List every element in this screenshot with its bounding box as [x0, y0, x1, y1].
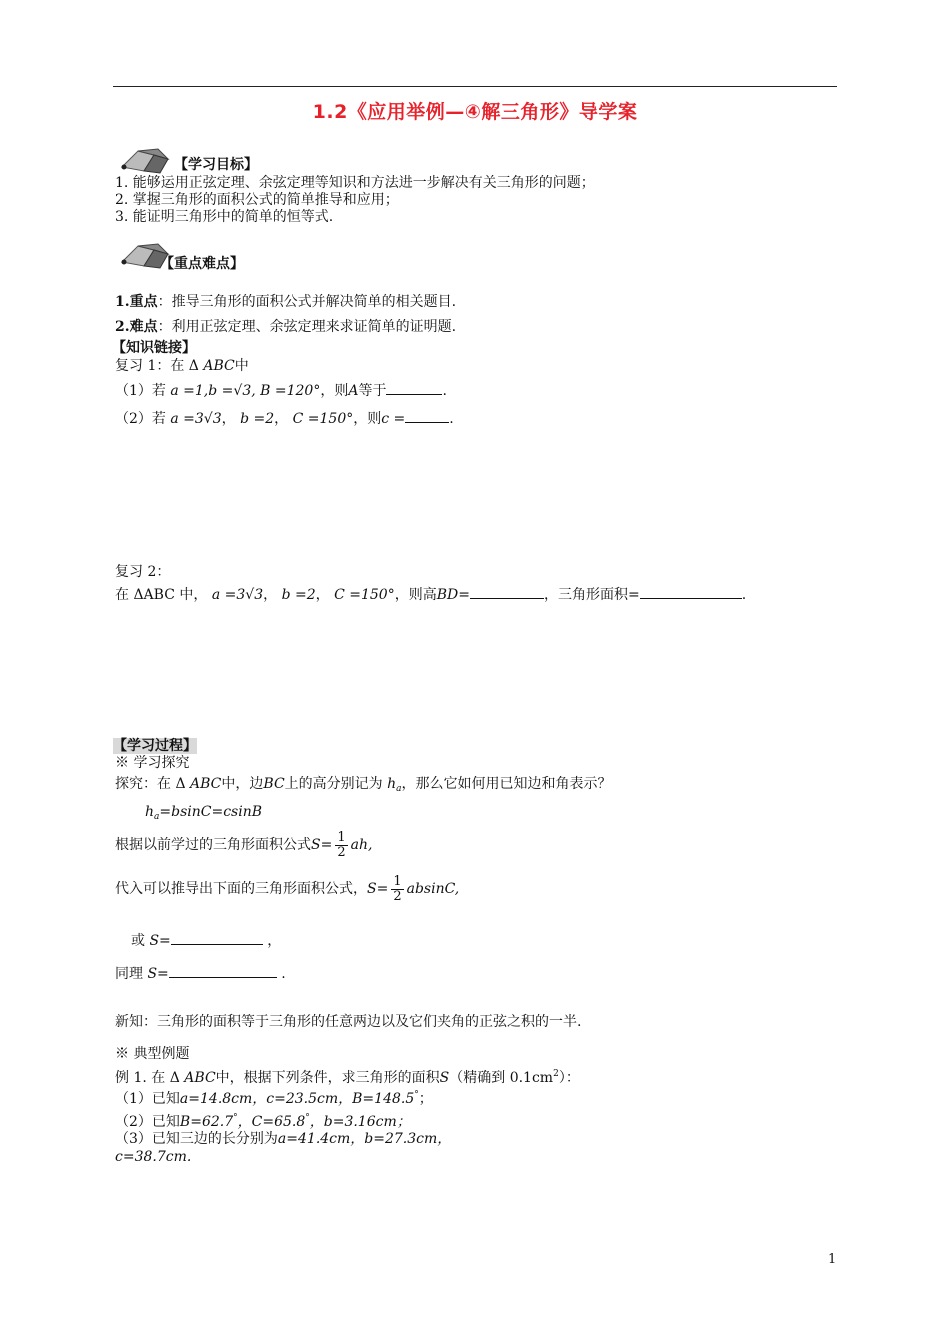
review-2-question: 在 ΔABC 中， a =3√3， b =2， C =150°，则高BD= ，三角形面积= . — [115, 584, 746, 604]
answer-blank[interactable] — [386, 380, 442, 395]
knowledge-heading: 【知识链接】 — [112, 340, 196, 356]
explore-subheading: ※ 学习探究 — [115, 755, 190, 771]
answer-blank[interactable] — [169, 963, 277, 978]
example-1-part-3-cont: c=38.7cm. — [115, 1149, 192, 1165]
example-1-part-1: （1）已知a=14.8cm，c=23.5cm，B=148.5°； — [115, 1090, 433, 1107]
answer-blank[interactable] — [405, 408, 449, 423]
recall-formula: 根据以前学过的三角形面积公式S= $\frac{1}{2}$ ah, — [115, 829, 373, 860]
review-2-intro: 复习 2： — [115, 564, 171, 580]
derived-formula: 代入可以推导出下面的三角形面积公式，S= $\frac{1}{2}$ absinC, — [115, 873, 460, 904]
answer-blank[interactable] — [171, 930, 263, 945]
height-formula: $h_a=bsinC=csinB$ — [145, 804, 263, 822]
process-heading: 【学习过程】 — [113, 738, 197, 754]
example-1-prompt: 例 1. 在 Δ ABC中，根据下列条件，求三角形的面积S（精确到 $0.1cm^2$）： — [115, 1069, 580, 1086]
objective-2: 2. 掌握三角形的面积公式的简单推导和应用； — [115, 192, 399, 208]
key-difficulty: 2.难点：利用正弦定理、余弦定理来求证简单的证明题. — [115, 319, 457, 335]
objective-1: 1. 能够运用正弦定理、余弦定理等知识和方法进一步解决有关三角形的问题； — [115, 175, 595, 191]
example-1-part-2: （2）已知B=62.7°，C=65.8°，b=3.16cm； — [115, 1113, 411, 1130]
review-1-q1: （1）若 a =1,b =√3, B =120°，则A等于 . — [115, 380, 447, 400]
objective-3: 3. 能证明三角形中的简单的恒等式. — [115, 209, 334, 225]
or-formula: 或 S= ， — [131, 930, 281, 950]
new-knowledge: 新知：三角形的面积等于三角形的任意两边以及它们夹角的正弦之积的一半. — [115, 1014, 582, 1030]
page-number: 1 — [828, 1252, 837, 1267]
objectives-heading: 【学习目标】 — [174, 157, 258, 173]
page-title: 1.2《应用举例—④解三角形》导学案 — [312, 101, 638, 123]
review-1-intro: 复习 1：在 Δ ABC中 — [115, 358, 249, 374]
header-rule — [113, 86, 837, 87]
key-heading: 【重点难点】 — [160, 256, 244, 272]
same-formula: 同理 S= . — [115, 963, 286, 983]
answer-blank[interactable] — [640, 584, 742, 599]
example-1-part-3: （3）已知三边的长分别为a=41.4cm，b=27.3cm， — [115, 1131, 452, 1147]
explore-question: 探究：在 Δ ABC中，边BC上的高分别记为 $h_a$，那么它如何用已知边和角表示？ — [115, 776, 612, 794]
book-icon — [114, 145, 174, 175]
answer-blank[interactable] — [470, 584, 544, 599]
key-point: 1.重点：推导三角形的面积公式并解决简单的相关题目. — [115, 294, 457, 310]
examples-subheading: ※ 典型例题 — [115, 1046, 190, 1062]
review-1-q2: （2）若 a =3√3， b =2， C =150°，则c = . — [115, 408, 454, 428]
